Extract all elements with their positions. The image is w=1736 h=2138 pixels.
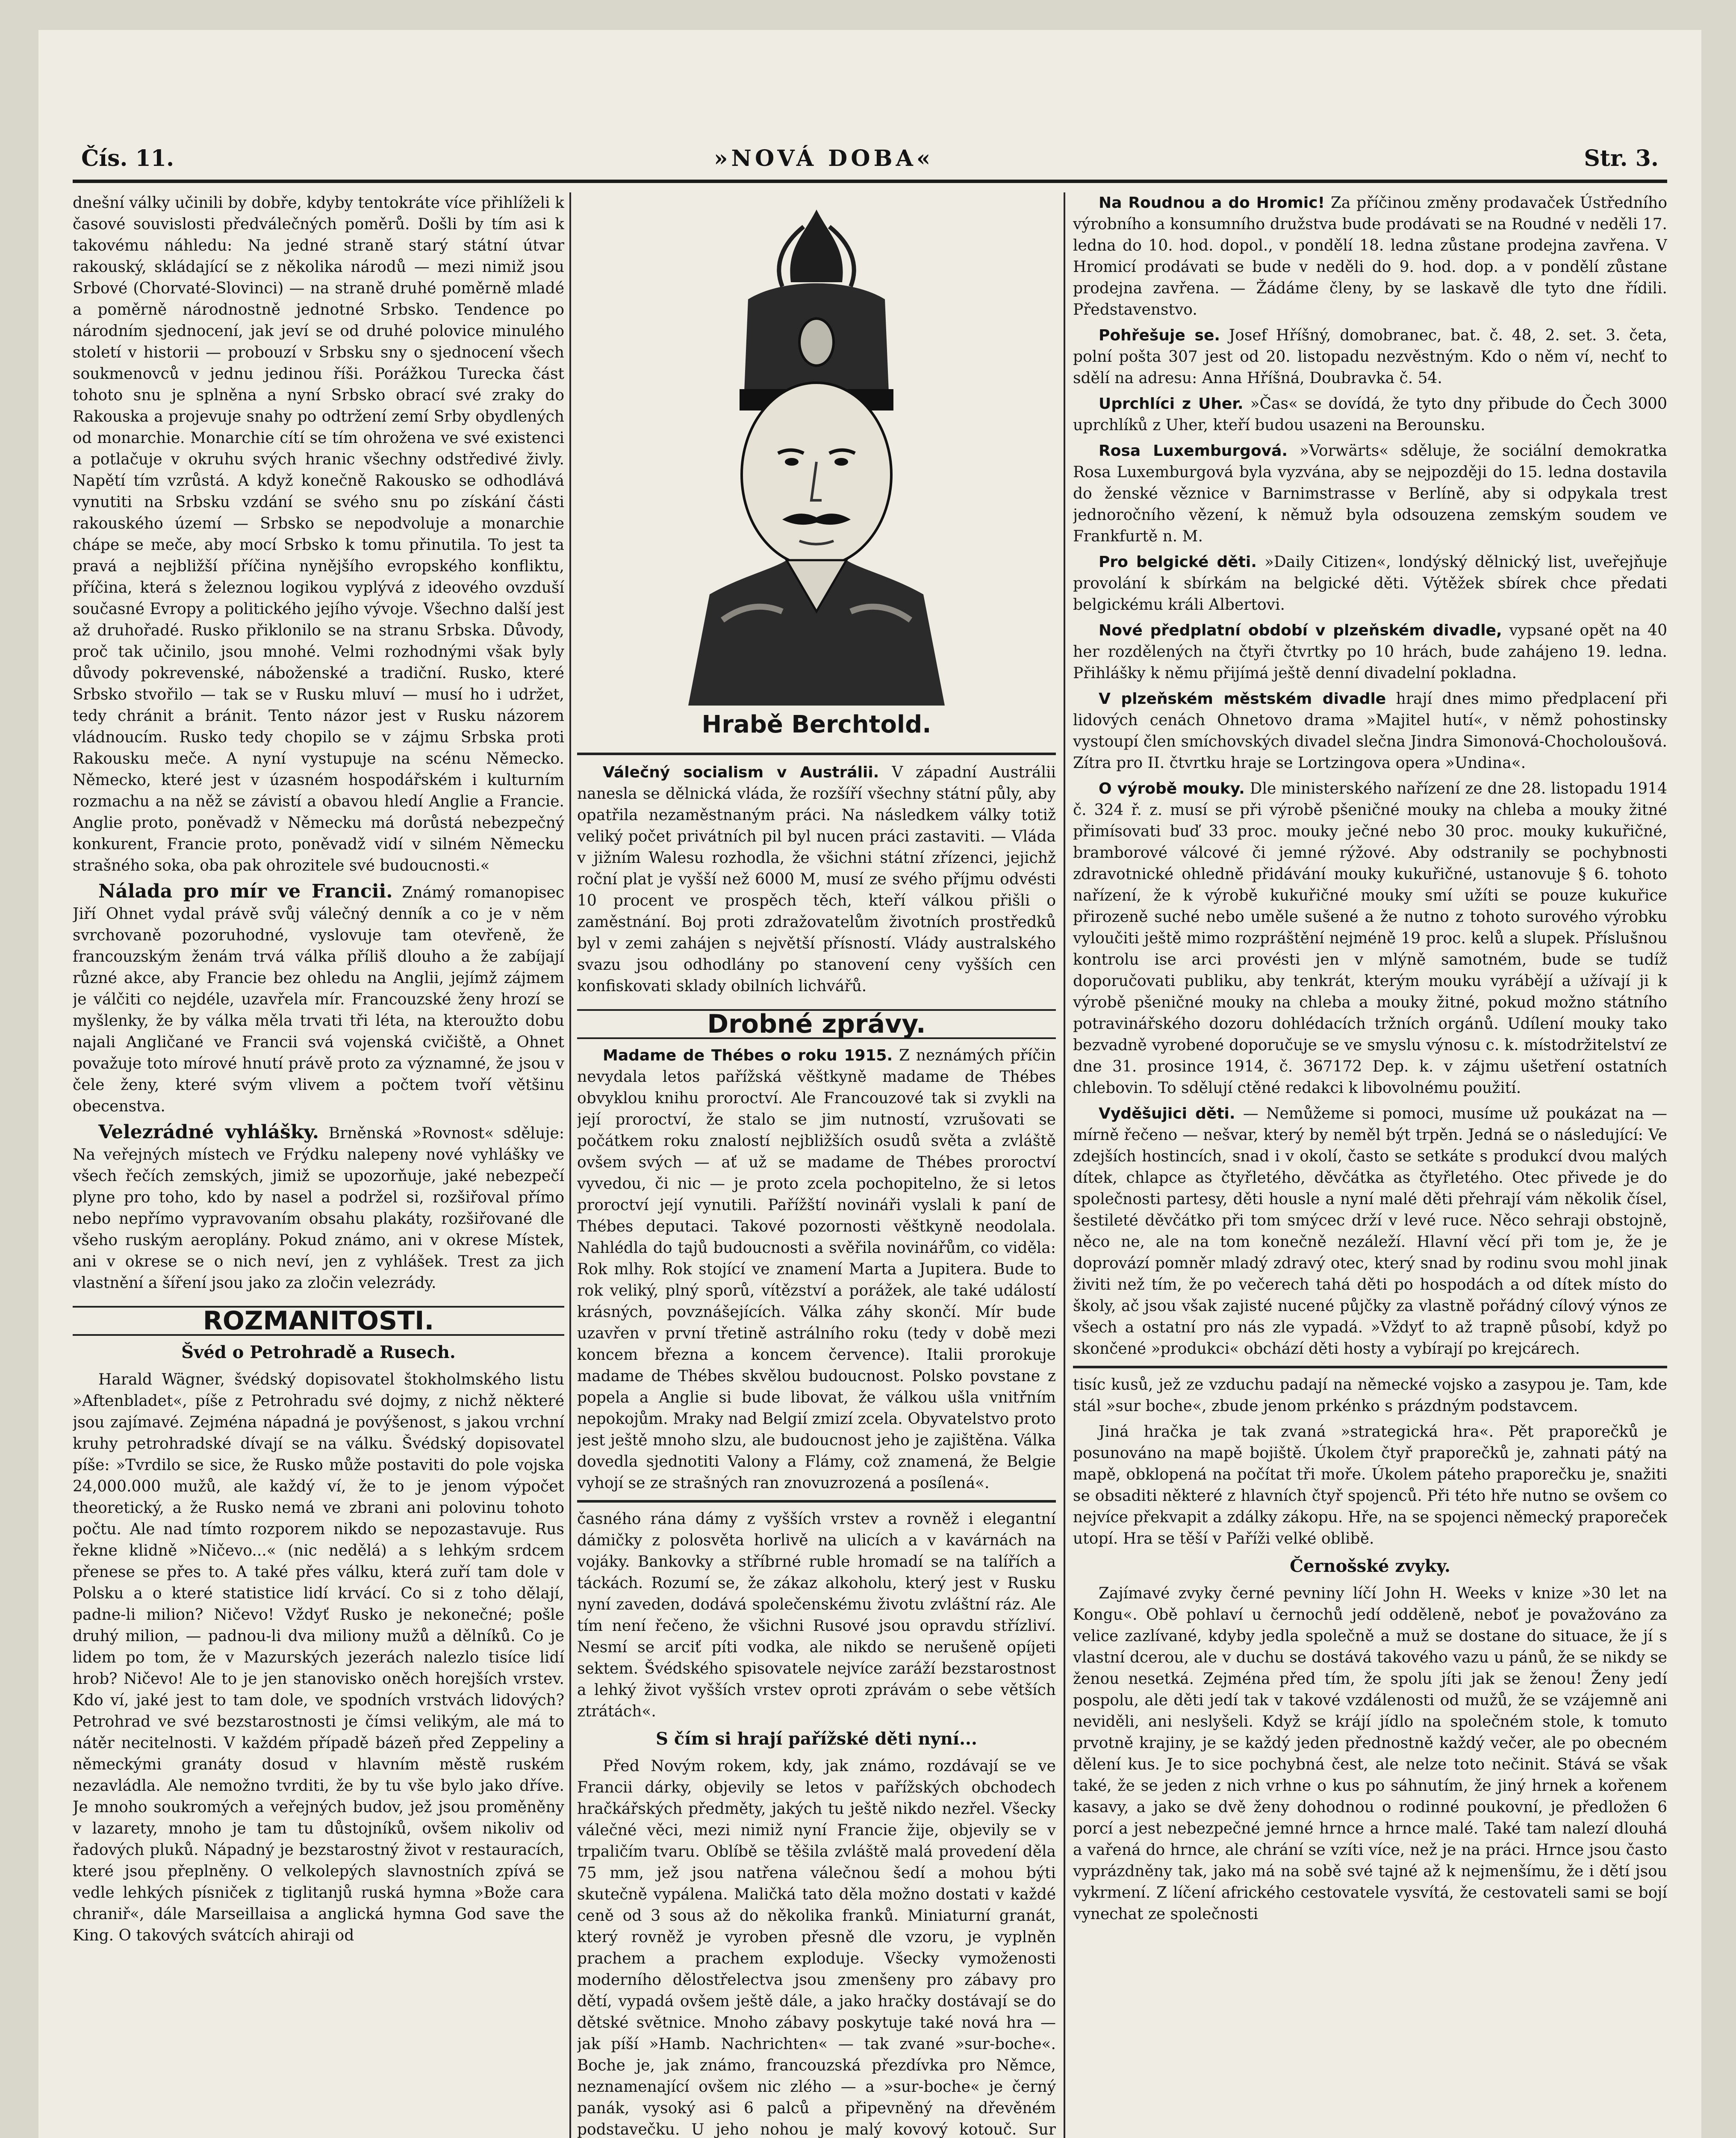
issue-number: Čís. 11.	[81, 145, 174, 171]
article-text: časného rána dámy z vyšších vrstev a rovněž i elegantní dámičky z polosvěta horlivě na ulicích a v kavárnách na vojáky. Bankovky a stříbrné ruble hromadí se na talířích a táckách. Rozumí se, že zákaz alkoholu, který jest v Rusku nyní zaveden, dodává společenskému životu zvláštní ráz. Ale tím není řečeno, že všichni Rusové jsou opravdu střízliví. Nesmí se arciť píti vodka, ale nikdo se nerušeně opíjeti sektem. Švédského spisovatele nejvíce zaráží bezstarostnost a lehký život vyšších vrstev oproti zprávám o sebe větších ztrátách«.	[577, 1510, 1056, 1720]
section-heading: ROZMANITOSTI.	[73, 1306, 564, 1336]
newspaper-page	[38, 30, 1701, 2138]
column-left	[73, 192, 564, 2138]
article-text: tisíc kusů, jež ze vzduchu padají na německé vojsko a zasypou je. Tam, kde stál »sur boche«, zbude jenom prkénko s prázdným podstavcem.	[1073, 1376, 1667, 1415]
column-middle	[577, 192, 1056, 2138]
article-title: Na Roudnou a do Hromic!	[1099, 194, 1325, 212]
article-text: — Nemůžeme si pomoci, musíme už poukázat na — mírně řečeno — nešvar, který by neměl být trpěn. Jedná se o následující: Ve zdejších hostincích, snad i v okolí, často se setkáte s produkcí dvou malých dítek, chlapce as čtyřletého, děvčátka as čtyřletého. Otec přivede je do společnosti partesy, děti housle a nyní malé děti přehrají vám několik čísel, šestileté děvčátko při tom smýcec drží v levé ruce. Něco sehraji obstojně, něco ne, ale na tom konečně nezáleží. Hlavní věcí při tom je, že je doprovází pomněr mladý zdravý otec, který snad by rodinu svou mohl jinak živiti než tím, že po večerech tahá děti po hospodách a od dítek místo do školy, ač jsou však zajisté nucené půjčky za vlastně pořádný cílový výnos ze všech a ostatní pro nás zle vypadá. »Vždyť to až trapně působí, když po skončené »produkci« obchází děti hosty a vybírají po krejcárech.	[1073, 1105, 1667, 1358]
page-header	[73, 128, 1667, 183]
article-title: Válečný socialism v Austrálii.	[603, 764, 879, 781]
article-text: V západní Austrálii nanesla se dělnická vláda, že rozšíří všechny státní půly, aby opatřila nezaměstnaným práci. Na následkem války totiž veliký počet privátních pil byl nucen práci zastaviti. — Vláda v jižním Walesu rozhodla, že všichni státní zřízenci, jejichž roční plat je vyšší než 6000 M, musí ze svého příjmu odvésti 10 procent ve prospěch těch, kteří válkou přišli o zaměstnání. Boj proti zdražovatelům životních prostředků byl v zemi zahájen s největší přísností. Vlády australského svazu jsou odhodlány po stanovení ceny vyšších cen konfiskovati sklady obilních lichvářů.	[577, 764, 1056, 995]
article-text: Z neznámých příčin nevydala letos pařížská věštkyně madame de Thébes obvyklou knihu proroctví. Ale Francouzové tak si zvykli na její proroctví, že stalo se jim nutností, vzrušovati se počátkem roku znalostí nejbližších osudů světa a zvláště ovšem svých — ať už se madame de Thébes proroctví vyvedou, či nic — je proto zcela pochopitelno, že si letos proroctví její vynutili. Pařížští novináři vyslali k paní de Thébes deputaci. Takové pozornosti věštkyně neodolala. Nahlédla do tajů budoucnosti a svěřila novinářům, co viděla: Rok mlhy. Rok stojící ve znamení Marta a Jupitera. Bude to rok veliký, plný sporů, vítězství a porážek, ale také událostí krásných, povznášejících. Válka záhy skončí. Mír bude uzavřen v první třetině astrálního roku (tedy v době mezi koncem března a koncem července). Italii prorokuje madame de Thébes skvělou budoucnost. Polsko povstane z popela a Anglie si bude libovat, že válkou ušla vnitřním nepokojům. Mraky nad Belgií zmizí zcela. Obyvatelstvo proto jest ještě mnoho slzu, ale budoucnost jeho je zajištěna. Válka dovedla sjednotiti Valony a Flámy, což znamená, že Belgie vyhojí se ze strašných ran znovuzrozená a posílená«.	[577, 1047, 1056, 1492]
article-text: Brněnská »Rovnost« sděluje: Na veřejných místech ve Frýdku nalepeny nové vyhlášky ve všech řečích zemských, jimiž se upozorňuje, jaké nebezpečí plyne pro toho, kdo by nasel a podržel si, rozšiřoval přímo nebo nepřímo vypravovaním obsahu plakáty, rozšiřované dle všeho ruským aeroplány. Pokud známo, ani v okrese Místek, ani v okrese se o nich neví, jen z vyhlášek. Trest za jich vlastnění a šíření jsou jako za zločin velezrády.	[73, 1125, 564, 1292]
column-rule	[1064, 192, 1065, 2138]
column-right	[1073, 192, 1667, 2138]
article-text: vypsané opět na 40 her rozdělených na čtyři čtvrtky po 10 hrách, bude zahájeno 19. ledna. Přihlášky k němu přijímá ještě denní divadelní pokladna.	[1073, 622, 1667, 682]
article-title: Velezrádné vyhlášky.	[98, 1121, 319, 1143]
article-text: »Čas« se dovídá, že tyto dny přibude do Čech 3000 uprchlíků z Uher, kteří budou usazeni na Berounsku.	[1073, 395, 1667, 434]
article-text: Před Novým rokem, kdy, jak známo, rozdávají se ve Francii dárky, objevily se letos v pařížských obchodech hračkářských předměty, jakých tu ještě nikdo nezřel. Všecky válečné věci, mezi nimiž nyní Francie žije, objevily se v trpaličím tvaru. Oblíbě se těšila zvláště malá provedení děla 75 mm, jež jsou natřena válečnou šedí a mohou býti skutečně vypálena. Maličká tato děla možno dostati v každé ceně od 3 sous až do několika franků. Miniaturní granát, který rovněž je vyroben přesně dle vzoru, je vyplněn prachem a prachem exploduje. Všecky vymoženosti moderního dělostřelectva jsou zmenšeny pro zábavy pro dětí, vypadá ovšem ještě dále, a jako hračky dostávají se do dětské světnice. Mnoho zábavy poskytuje také nová hra — jak píší »Hamb. Nachrichten« — tak zvané »sur-boche«. Boche je, jak známo, francouzská přezdívka pro Němce, neznamenající ovšem nic zlého — a »sur-boche« je černý panák, vysoký asi 6 palců a připevněný na dřevěném podstavečku. U jeho nohou je malý kovový kotouč. Sur	[577, 1757, 1056, 2138]
article-title: Nálada pro mír ve Francii.	[98, 880, 393, 902]
article-text: Jiná hračka je tak zvaná »strategická hra«. Pět praporečků je posunováno na mapě bojiště. Úkolem čtyř praporečků je, zahnati pátý na mapě, obklopená na počítat tři moře. Úkolem páteho praporečku je, snažiti se obsaditi některé z hlavních čtyř spojenců. Při této hře nutno se ovšem co nejvíce překvapit a zdálky zákopu. Hře, na se spojenci německý praporeček utopí. Hra se těší v Paříži velké oblibě.	[1073, 1423, 1667, 1547]
article-title: Uprchlíci z Uher.	[1099, 395, 1244, 413]
article-text: »Vorwärts« sděluje, že sociální demokratka Rosa Luxemburgová byla vyzvána, aby se nejpozději do 15. ledna dostavila do ženské věznice v Barnimstrasse v Berlíně, aby si odpykala trest jednoročního vězení, k němuž byla odsouzena zemským soudem ve Frankfurtě n. M.	[1073, 442, 1667, 545]
article-title: Švéd o Petrohradě a Rusech.	[181, 1342, 456, 1362]
article-title: Nové předplatní období v plzeňském divadle,	[1099, 622, 1502, 639]
article-text: hrají dnes mimo předplacení při lidových cenách Ohnetovo drama »Majitel hutí«, v němž pohostinsky vystoupí člen smíchovských divadel slečna Jindra Simonová-Chocholoušová. Zítra pro II. čtvrtku hraje se Lortzingova opera »Undina«.	[1073, 690, 1667, 772]
portrait-figure	[577, 192, 1056, 755]
section-heading: Drobné zprávy.	[577, 1009, 1056, 1039]
article-text: Dle ministerského nařízení ze dne 28. listopadu 1914 č. 324 ř. z. musí se při výrobě pšeničné mouky na chleba a mouky žitné přimísovati buď 33 proc. mouky ječné nebo 30 proc. mouky kukuřičné, bramborové válcové či jemné rýžové. Aby odstranily se pochybnosti zdravotnické ohledně přidávání mouky kukuřičné, ustanovuje § 6. tohoto nařízení, že k výrobě kukuřičné mouky smí užíti se pouze kukuřice přirozeně suché nebo uměle sušené a že nutno z tohoto surového výrobku vyloučiti ještě mimo rozpráštění nejméně 19 proc. kelů a slupek. Příslušnou kontrolu ise arci provésti jen v mlýně samotném, bude se tudíž doporučovati publiku, aby tenkrát, kterým mouku vyrábějí a užívají ji k výrobě pšeničné mouky na chleba a mouky žitné, pokud možno státního potravinářského dozoru dohlédacích tržních orgánů. Udílení mouky tako bezvadně vyrobené doporučuje se ve smyslu výnosu c. k. místodržitelství ze dne 31. prosince 1914, č. 367172 Dep. k. v zájmu ušetření ostatních chlebovin. To sdělují ctěné redakci k libovolnému použití.	[1073, 780, 1667, 1097]
article-text: Za příčinou změny prodavaček Ústředního výrobního a konsumního družstva bude prodávati se na Roudné v neděli 17. ledna do 10. hod. dopol., v pondělí 18. ledna zůstane prodejna zavřena. V Hromicí prodávati se bude v neděli do 9. hod. dop. a v pondělí zůstane prodejna zavřena. — Žádáme členy, by se laskavě dle tyto dne řídili. Představenstvo.	[1073, 194, 1667, 319]
page-number: Str. 3.	[1584, 145, 1659, 171]
article-title: Madame de Thébes o roku 1915.	[603, 1047, 893, 1064]
article-text: dnešní války učinili by dobře, kdyby tentokráte více přihlíželi k časové souvislosti předválečných poměrů. Došli by tím asi k takovému náhledu: Na jedné straně starý státní útvar rakouský, skládající se z několika národů — mezi nimiž jsou Srbové (Chorvaté-Slovinci) — na straně druhé poměrně mladé a poměrně národnostně jednotné Srbsko. Tendence po národním sjednocení, jak jeví se od druhé polovice minulého století v historii — probouzí v Srbsku sny o sjednocení všech soukmenovců v jednu jedinou říši. Porážkou Turecka část tohoto snu je splněna a nyní Srbsko obrací své zraky do Rakouska a projevuje snahy po odtržení zemí Srby obydlených od monarchie. Monarchie cítí se tím ohrožena ve své existenci a potlačuje v okruhu svých hranic všechny odstředivé živly. Napětí tím vzrůstá. A když konečně Rakousko se odhodlává vynutiti na Srbsku vzdání se svého snu po získání části rakouského území — Srbsko se nepodvoluje a monarchie chápe se meče, aby mocí Srbsko k tomu přinutila. To jest ta pravá a nejbližší příčina nynějšího evropského konfliktu, příčina, která s železnou logikou vyplývá z ideového ovzduší současné Evropy a politického jejího vývoje. Všechno další jest až druhořadé. Rusko přiklonilo se na stranu Srbska. Důvody, proč tak učinilo, jsou mnohé. Velmi rozhodnými však byly důvody pokrevenské, náboženské a tradiční. Rusko, které Srbsko stvořilo — tak se v Rusku mluví — musí ho i udržet, tedy chránit a bránit. Tento názor jest v Rusku názorem vládnoucím. Rusko tedy chopilo se v zájmu Srbska proti Rakousku meče. A nyní vystupuje na scénu Německo. Německo, které jest v úzasném hospodářském i kulturním rozmachu a na něž se závistí a obavou hledí Anglie a Francie. Anglie proto, poněvadž v Německu má dorůstá nebezpečný konkurent, Francie proto, poněvadž vidí v silném Německu strašného soka, oba pak ohrozitele své budoucnosti.«	[73, 194, 564, 874]
article-title: V plzeňském městském divadle	[1099, 690, 1386, 708]
portrait-illustration	[603, 201, 1030, 706]
article-text: Josef Hříšný, domobranec, bat. č. 48, 2. set. 3. četa, polní pošta 307 jest od 20. listopadu nezvěstným. Kdo o něm ví, nechť to sdělí na adresu: Anna Hříšná, Doubravka č. 54.	[1073, 327, 1667, 387]
article-title: Vyděšujici děti.	[1099, 1105, 1235, 1122]
article-title: Rosa Luxemburgová.	[1099, 442, 1288, 460]
article-text: Harald Wägner, švédský dopisovatel štokholmského listu »Aftenbladet«, píše z Petrohradu své dojmy, z nichž některé jsou zajímavé. Zejména nápadná je povýšenost, s jakou vrchní kruhy petrohradské dívají se na válku. Švédský dopisovatel píše: »Tvrdilo se sice, že Rusko může postaviti do pole vojska 24,000.000 mužů, ale každý ví, že to je jenom výpočet theoretický, a že Rusko nemá ve zbrani ani polovinu tohoto počtu. Ale nad tímto rozporem nikdo se nepozastavuje. Rus řekne klidně »Ničevo...« (nic nedělá) a s lehkým srdcem přenese se přes to. A také přes válku, která zuří tam dole v Polsku a o které statistice lidí krvácí. Co si z toho dělají, padne-li milion? Ničevo! Vždyť Rusko je nekonečné; pošle druhý milion, — padnou-li dva miliony mužů a dělníků. Co je lidem po tom, že v Mazurských jezerách nalezlo tisíce lidí hrob? Ničevo! Ale to je jen stanovisko oněch horejších vrstev. Kdo ví, jaké jest to tam dole, ve spodních vrstvách lidových? Petrohrad ve své bezstarostnosti je čímsi velikým, ale má to nátěr necitelnosti. V každém případě bázeň před Zeppeliny a německými granáty dosud v hlavním městě ruském nezavládla. Ale nemožno tvrditi, že by tu vše bylo jako dříve. Je mnoho soukromých a veřejných budov, jež jsou proměněny v lazarety, mnoho je tam tu důstojníků, ovšem nikoliv od řadových pluků. Nápadný je bezstarostný život v restauracích, které jsou přeplněny. O velkolepých slavnostních zpívá se vedle lehkých písniček z tiglitanjů ruská hymna »Bože cara chraniř«, dále Marseillaisa a anglická hymna God save the King. O takových svátcích ahiraji od	[73, 1371, 564, 1944]
article-text: »Daily Citizen«, londýský dělnický list, uveřejňuje provolání k sbírkám na belgické děti. Výtěžek sbírek chce předati belgickému králi Albertovi.	[1073, 553, 1667, 614]
article-title: O výrobě mouky.	[1099, 780, 1245, 797]
article-title: Pro belgické děti.	[1099, 553, 1257, 571]
column-rule	[569, 192, 571, 2138]
article-title: Pohřešuje se.	[1099, 327, 1220, 344]
article-text: Zajímavé zvyky černé pevniny líčí John H. Weeks v knize »30 let na Kongu«. Obě pohlaví u černochů jedí odděleně, neboť je považováno za velice zazlívané, kdyby jedla společně a muž se dostane do situace, že jí s vlastní dcerou, ale v duchu se dostává takového vazu u pánů, že se nikdy se ženou nesetká. Zejména před tím, že spolu jíti jak se ženou! Ženy jedí pospolu, ale děti jedí tak v takové vzdálenosti od mužů, že se vzájemně ani neviděli, ani neslyšeli. Když se krájí jídlo na společném stole, k tomuto prvotně krajiny, je se každý jeden přednostně každý večer, ale po obecném dělení kus. Je to sice pochybná čest, ale nelze toto nečinit. Stává se však také, že se jeden z nich vrhne o kus po sáhnutím, že jiný hrnek a kořenem kasavy, a jako se dvě ženy dohodnou o rodinné poukovní, je předložen 6 porcí a jest nebezpečné jemné hrnce a hrnce malé. Také tam nalezí dlouhá a vařená do hrnce, ale chrání se vzíti více, než je na práci. Hrnce jsou často vyprázdněny tak, jako má na sobě své tajné až k nejmenšímu, že i dětí jsou vykrmení. Z líčení afrického cestovatele vysvítá, že cestovateli sami se bojí vynechat ze společnosti	[1073, 1585, 1667, 1923]
article-text: Známý romanopisec Jiří Ohnet vydal právě svůj válečný denník a co je v něm svrchovaně pozoruhodné, vyslovuje tam otevřeně, že francouzským ženám trvá válka příliš dlouho a že zabíjají různé akce, aby Francie bez ohledu na Anglii, jejímž zájmem je válčiti co nejdéle, uzavřela mír. Francouzské ženy hrozí se myšlenky, že by válka měla trvati tři léta, na kteroužto dobu najali Angličané ve Francii svá vojenská cvičiště, a Ohnet považuje toto mírové hnutí právě proto za významné, že jsou v čele ženy, které svým vlivem a počtem tvoří většinu obecenstva.	[73, 884, 564, 1115]
article-title: S čím si hrají pařížské děti nyní...	[656, 1729, 977, 1749]
portrait-caption: Hrabě Berchtold.	[701, 711, 931, 738]
article-title: Černošské zvyky.	[1290, 1556, 1450, 1576]
newspaper-title: »NOVÁ DOBA«	[714, 145, 934, 171]
